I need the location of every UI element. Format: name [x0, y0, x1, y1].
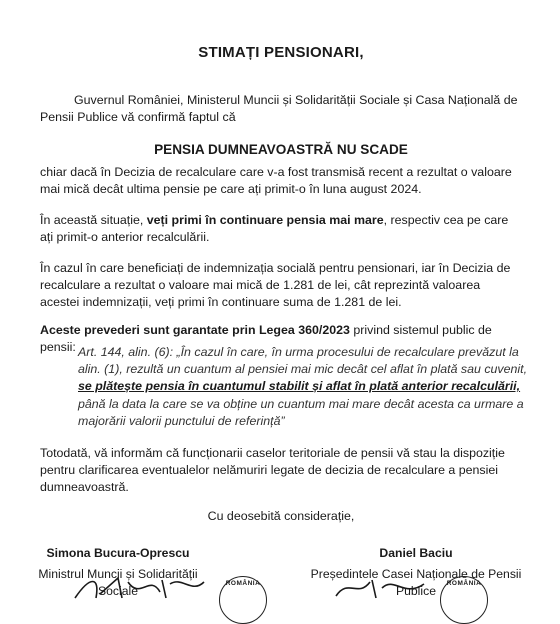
paragraph-4-rest: privind sistemul public de pensii: — [40, 323, 492, 354]
signatory-name-right: Daniel Baciu — [379, 546, 453, 560]
law-quote — [78, 344, 528, 430]
stamp-label-right: ROMÂNIA — [446, 580, 482, 587]
handwritten-signature-left — [70, 574, 210, 600]
quote-text-b: până la data la care se va obține un cuantum mai mare decât acesta ca urmare a majorării valorii punctului de referință” — [78, 396, 524, 428]
quote-highlight: se plătește pensia în cuantumul stabilit și aflat în plată anterior recalculării, — [78, 379, 521, 394]
signatory-name-left: Simona Bucura-Oprescu — [46, 546, 190, 560]
headline: PENSIA DUMNEAVOASTRĂ NU SCADE — [154, 142, 408, 157]
paragraph-5: Totodată, vă informăm că funcționarii caselor teritoriale de pensii vă stau la dispoziție pentru clarificarea eventualelor nelămuriri legate de decizia de recalculare a pensiei dumneavoastră. — [40, 446, 505, 494]
intro-paragraph: Guvernul României, Ministerul Muncii și Solidarității Sociale și Casa Națională de Pensii Publice vă confirmă faptul că — [40, 93, 518, 124]
paragraph-2-text-b: , respectiv cea pe care ați primit-o anterior recalculării. — [40, 213, 509, 244]
closing-line: Cu deosebită considerație, — [207, 509, 355, 523]
law-reference: Aceste prevederi sunt garantate prin Legea 360/2023 — [40, 323, 350, 337]
signatory-role-left: Ministrul Muncii și Solidarității Sociale — [38, 567, 198, 598]
paragraph-3: În cazul în care beneficiați de indemnizația socială pentru pensionari, iar în Decizia de recalculare a rezultat o valoare mai mică de 1.281 de lei, cât reprezintă valoarea acestei indemnizații, veți primi în continuare suma de 1.281 de lei. — [40, 261, 511, 309]
paragraph-2-bold: veți primi în continuare pensia mai mare — [146, 213, 384, 227]
official-stamp-left — [219, 576, 267, 624]
stamp-label-left: ROMÂNIA — [225, 580, 261, 587]
letter-title: STIMAȚI PENSIONARI, — [198, 44, 364, 61]
signatory-role-right: Președintele Casei Naționale de Pensii Publice — [310, 567, 522, 598]
paragraph-2 — [40, 212, 522, 246]
quote-text-a: Art. 144, alin. (6): „În cazul în care, în urma procesului de recalculare prevăzut la alin. (1), rezultă un cuantum al pensiei mai mic decât cel aflat în plată sau cuvenit, — [78, 345, 528, 377]
paragraph-1: chiar dacă în Decizia de recalculare care v-a fost transmisă recent a rezultat o valoare mai mică decât ultima pensie pe care ați primit-o în luna august 2024. — [40, 165, 512, 196]
paragraph-2-text-a: În această situație, — [40, 213, 147, 227]
handwritten-signature-right — [330, 574, 430, 600]
official-stamp-right — [440, 576, 488, 624]
